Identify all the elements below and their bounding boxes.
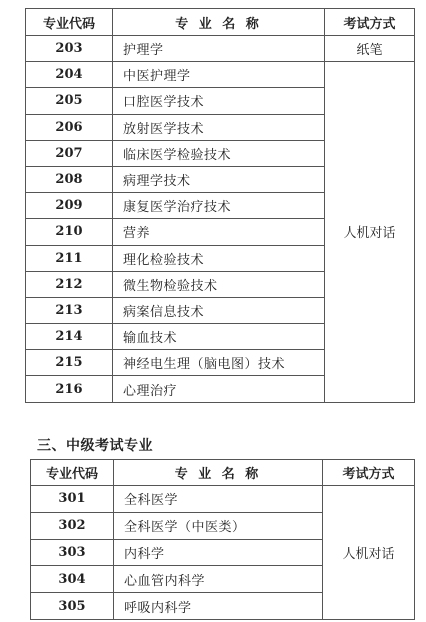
specialty-code: 214 [26,324,113,350]
specialty-code: 210 [26,219,113,245]
specialty-name: 神经电生理（脑电图）技术 [113,350,325,376]
specialty-code: 302 [31,512,114,539]
specialty-code: 305 [31,593,114,620]
table-header-row [31,460,415,486]
specialty-code: 211 [26,245,113,271]
specialty-code: 206 [26,114,113,140]
specialty-code: 203 [26,36,113,62]
specialty-name: 放射医学技术 [113,114,325,140]
specialty-name: 中医护理学 [113,62,325,88]
header-method: 考试方式 [323,460,415,486]
specialty-name: 全科医学 [114,486,323,513]
specialty-name: 口腔医学技术 [113,88,325,114]
exam-method-merged: 人机对话 [325,62,415,402]
specialty-name: 输血技术 [113,324,325,350]
exam-method: 纸笔 [325,36,415,62]
specialty-name: 微生物检验技术 [113,271,325,297]
specialty-code: 209 [26,193,113,219]
table-header-row [26,9,415,36]
specialty-code: 212 [26,271,113,297]
table-row [31,486,415,513]
header-method: 考试方式 [325,9,415,36]
specialty-name: 呼吸内科学 [114,593,323,620]
specialty-code: 204 [26,62,113,88]
exam-method-merged: 人机对话 [323,486,415,620]
header-name: 专 业 名 称 [114,460,323,486]
header-code: 专业代码 [26,9,113,36]
specialty-name: 全科医学（中医类） [114,512,323,539]
specialty-name: 内科学 [114,539,323,566]
table-row [26,36,415,62]
specialty-table-primary [25,8,415,403]
specialty-code: 301 [31,486,114,513]
specialty-code: 216 [26,376,113,402]
specialty-name: 营养 [113,219,325,245]
specialty-name: 心血管内科学 [114,566,323,593]
specialty-name: 心理治疗 [113,376,325,402]
specialty-code: 213 [26,297,113,323]
specialty-table-intermediate [30,459,415,620]
specialty-name: 护理学 [113,36,325,62]
specialty-code: 303 [31,539,114,566]
specialty-code: 208 [26,166,113,192]
specialty-name: 病理学技术 [113,166,325,192]
specialty-name: 理化检验技术 [113,245,325,271]
specialty-code: 207 [26,140,113,166]
specialty-code: 205 [26,88,113,114]
specialty-name: 临床医学检验技术 [113,140,325,166]
specialty-code: 304 [31,566,114,593]
header-name: 专 业 名 称 [113,9,325,36]
section-heading: 三、中级考试专业 [37,438,153,454]
table-row [26,62,415,88]
specialty-name: 病案信息技术 [113,297,325,323]
header-code: 专业代码 [31,460,114,486]
specialty-code: 215 [26,350,113,376]
specialty-name: 康复医学治疗技术 [113,193,325,219]
